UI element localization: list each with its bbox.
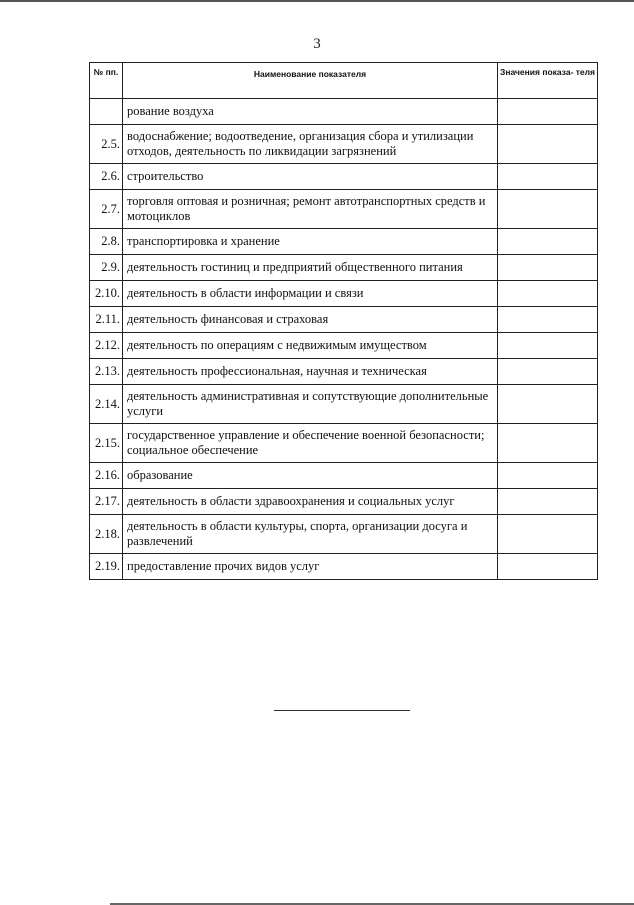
header-num: № пп. <box>90 63 123 99</box>
row-number: 2.9. <box>90 255 123 281</box>
row-value-cell[interactable] <box>498 99 598 125</box>
row-value-cell[interactable] <box>498 255 598 281</box>
table-row <box>90 255 598 281</box>
row-value-cell[interactable] <box>498 554 598 580</box>
row-name: государственное управление и обеспечение военной безопасности; социальное обеспечение <box>123 424 498 463</box>
table-row <box>90 515 598 554</box>
row-number: 2.10. <box>90 281 123 307</box>
row-name: водоснабжение; водоотведение, организация сбора и утилизации отходов, деятельность по ликвидации загрязнений <box>123 125 498 164</box>
row-value-cell[interactable] <box>498 515 598 554</box>
row-number: 2.18. <box>90 515 123 554</box>
row-value-cell[interactable] <box>498 424 598 463</box>
row-value-cell[interactable] <box>498 359 598 385</box>
table-row <box>90 489 598 515</box>
table-row <box>90 385 598 424</box>
row-number: 2.15. <box>90 424 123 463</box>
row-number: 2.16. <box>90 463 123 489</box>
row-value-cell[interactable] <box>498 229 598 255</box>
end-of-document-line <box>274 710 410 711</box>
table-row <box>90 307 598 333</box>
row-name: деятельность в области информации и связи <box>123 281 498 307</box>
row-number: 2.5. <box>90 125 123 164</box>
header-value: Значения показа- теля <box>498 63 598 99</box>
top-scan-rule <box>0 0 634 2</box>
row-name: транспортировка и хранение <box>123 229 498 255</box>
row-name: деятельность в области здравоохранения и социальных услуг <box>123 489 498 515</box>
row-name: деятельность административная и сопутствующие дополнительные услуги <box>123 385 498 424</box>
row-number: 2.14. <box>90 385 123 424</box>
row-name: деятельность в области культуры, спорта, организации досуга и развлечений <box>123 515 498 554</box>
row-value-cell[interactable] <box>498 385 598 424</box>
row-number: 2.17. <box>90 489 123 515</box>
table-row <box>90 554 598 580</box>
table-row <box>90 164 598 190</box>
row-name: рование воздуха <box>123 99 498 125</box>
row-name: деятельность финансовая и страховая <box>123 307 498 333</box>
row-number: 2.7. <box>90 190 123 229</box>
row-number: 2.19. <box>90 554 123 580</box>
row-number: 2.13. <box>90 359 123 385</box>
row-name: образование <box>123 463 498 489</box>
table-row <box>90 281 598 307</box>
row-value-cell[interactable] <box>498 164 598 190</box>
table-row <box>90 463 598 489</box>
row-value-cell[interactable] <box>498 125 598 164</box>
table-row <box>90 333 598 359</box>
row-name: деятельность по операциям с недвижимым имуществом <box>123 333 498 359</box>
row-name: торговля оптовая и розничная; ремонт автотранспортных средств и мотоциклов <box>123 190 498 229</box>
table-row <box>90 190 598 229</box>
table-row <box>90 229 598 255</box>
row-number <box>90 99 123 125</box>
indicators-table <box>89 62 598 580</box>
row-value-cell[interactable] <box>498 333 598 359</box>
row-name: деятельность гостиниц и предприятий общественного питания <box>123 255 498 281</box>
table-row <box>90 424 598 463</box>
row-value-cell[interactable] <box>498 281 598 307</box>
row-value-cell[interactable] <box>498 307 598 333</box>
row-value-cell[interactable] <box>498 489 598 515</box>
table-header-row <box>90 63 598 99</box>
row-number: 2.8. <box>90 229 123 255</box>
row-value-cell[interactable] <box>498 190 598 229</box>
header-name: Наименование показателя <box>123 63 498 99</box>
row-name: строительство <box>123 164 498 190</box>
row-number: 2.12. <box>90 333 123 359</box>
row-name: деятельность профессиональная, научная и техническая <box>123 359 498 385</box>
table-row <box>90 99 598 125</box>
table-row <box>90 125 598 164</box>
table-row <box>90 359 598 385</box>
row-number: 2.11. <box>90 307 123 333</box>
row-name: предоставление прочих видов услуг <box>123 554 498 580</box>
page-number: 3 <box>313 36 321 52</box>
row-number: 2.6. <box>90 164 123 190</box>
row-value-cell[interactable] <box>498 463 598 489</box>
